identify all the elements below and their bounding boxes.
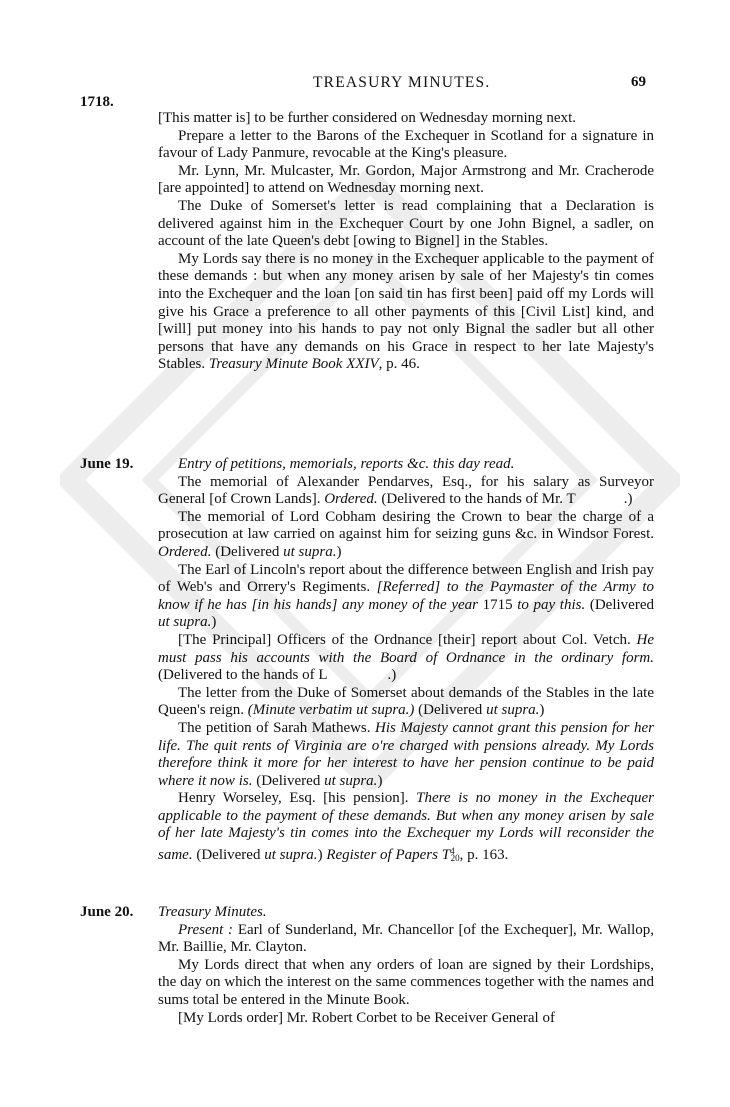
entry: The memorial of Lord Cobham desiring the Crown to bear the charge of a prosecution at law carried on against him for seizing guns &c. in Windsor Forest. Ordered. (Delivered ut supra.) <box>158 508 654 560</box>
paragraph: [My Lords order] Mr. Robert Corbet to be Receiver General of <box>178 1009 555 1026</box>
section-heading: Entry of petitions, memorials, reports &c. this day read. <box>178 456 515 472</box>
paragraph: Prepare a letter to the Barons of the Exchequer in Scotland for a signature in favour of Lady Panmure, revocable at the King's pleasure. <box>158 127 654 162</box>
entry: The letter from the Duke of Somerset about demands of the Stables in the late Queen's reign. (Minute verbatim ut supra.) (Delivered ut supra.) <box>158 684 654 719</box>
source-reference: Treasury Minute Book XXIV <box>208 356 379 373</box>
entry: The petition of Sarah Mathews. His Majesty cannot grant this pension for her life. The quit rents of Virginia are o're charged with pensions already. My Lords therefore think it more for her interest to have her pension continue to be paid where it now is. (Delivered ut supra.) <box>158 719 654 789</box>
margin-date: June 20. <box>80 904 134 920</box>
paragraph: Mr. Lynn, Mr. Mulcaster, Mr. Gordon, Major Armstrong and Mr. Cracherode [are appointed] to attend on Wednesday morning next. <box>158 162 654 197</box>
margin-date: June 19. <box>80 456 134 472</box>
fraction-denominator: 20 <box>450 853 460 864</box>
fraction-numerator: 4 <box>450 846 455 857</box>
entry: The memorial of Alexander Pendarves, Esq., for his salary as Surveyor General [of Crown Lands]. Ordered. (Delivered to the hands of Mr. T .) <box>158 473 654 508</box>
page-number: 69 <box>631 74 646 90</box>
section-continuation <box>158 110 654 374</box>
section-june-20 <box>158 904 654 1027</box>
entry: [The Principal] Officers of the Ordnance [their] report about Col. Vetch. He must pass his accounts with the Board of Ordnance in the ordinary form. (Delivered to the hands of L .) <box>158 631 654 684</box>
entry: The Earl of Lincoln's report about the difference between English and Irish pay of Web's and Orrery's Regiments. [Referred] to the Paymaster of the Army to know if he has [in his hands] any money of the year 1715 to pay this. (Delivered ut supra.) <box>158 561 655 631</box>
present-list: Present : Earl of Sunderland, Mr. Chancellor [of the Exchequer], Mr. Wallop, Mr. Baillie, Mr. Clayton. <box>158 921 654 956</box>
section-june-19 <box>158 456 654 868</box>
paragraph: [This matter is] to be further considered on Wednesday morning next. <box>158 110 576 126</box>
paragraph: My Lords direct that when any orders of loan are signed by their Lordships, the day on which the interest on the same commences together with the names and sums total be entered in the Minute Book. <box>158 956 654 1008</box>
paragraph: The Duke of Somerset's letter is read complaining that a Declaration is delivered against him in the Exchequer Court by one John Bignel, a sadler, on account of the late Queen's debt [owing to Bignel] in the Stables. <box>158 197 654 250</box>
running-head <box>0 74 730 94</box>
margin-year: 1718. <box>80 94 114 110</box>
entry: Henry Worseley, Esq. [his pension]. There is no money in the Exchequer applicable to the payment of these demands. But when any money arisen by sale of her late Majesty's tin comes into the Exchequer my Lords will reconsider the same. (Delivered ut supra.) Register of Papers $T^4_{20}$, p. 163. <box>158 790 655 864</box>
section-heading: Treasury Minutes. <box>158 904 267 920</box>
page-title: TREASURY MINUTES. <box>313 74 491 91</box>
paragraph: My Lords say there is no money in the Exchequer applicable to the payment of these demands : but when any money arisen by sale of her Majesty's tin comes into the Exchequer and the loan [on said tin has first been] paid off my Lords will give his Grace a preference to all other payments of this [Civil List] kind, and [will] put money into his hands to pay not only Bignal the sadler but all other persons that have any demands on his Grace in respect to her late Majesty's Stables. Treasury Minute Book XXIV, p. 46. <box>158 250 654 373</box>
source-reference: Register of Papers T <box>326 847 451 864</box>
